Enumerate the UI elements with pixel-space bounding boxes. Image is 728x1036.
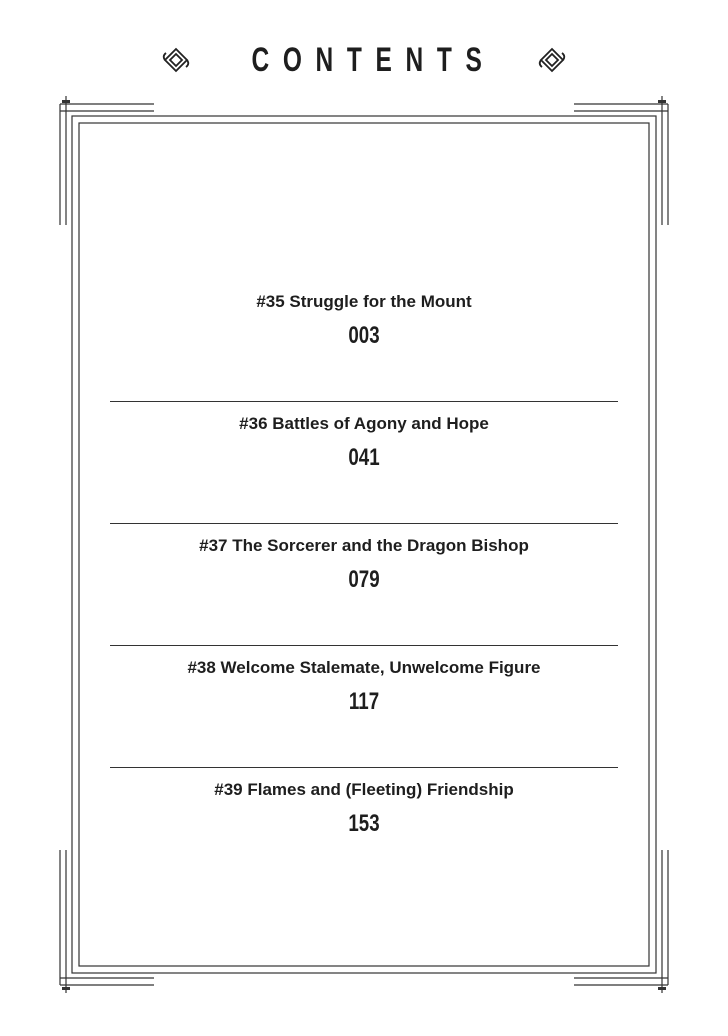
chapter-title: #35 Struggle for the Mount [256, 292, 472, 311]
contents-heading [0, 36, 728, 84]
contents-entry[interactable] [110, 646, 618, 768]
contents-entry[interactable] [110, 768, 618, 890]
diamond-ornament-icon [162, 46, 190, 74]
chapter-title: #39 Flames and (Fleeting) Friendship [214, 780, 514, 799]
contents-entry[interactable] [110, 402, 618, 524]
chapter-title: #36 Battles of Agony and Hope [239, 414, 489, 433]
chapter-page-number: 117 [348, 688, 380, 715]
contents-entry[interactable] [110, 524, 618, 646]
page-title: CONTENTS [251, 40, 496, 79]
contents-list [110, 280, 618, 890]
diamond-ornament-icon [538, 46, 566, 74]
chapter-page-number: 079 [348, 566, 380, 593]
chapter-title: #37 The Sorcerer and the Dragon Bishop [199, 536, 529, 555]
chapter-page-number: 041 [348, 444, 380, 471]
contents-entry[interactable] [110, 280, 618, 402]
chapter-page-number: 003 [348, 322, 380, 349]
chapter-title: #38 Welcome Stalemate, Unwelcome Figure [187, 658, 541, 677]
chapter-page-number: 153 [348, 810, 380, 837]
